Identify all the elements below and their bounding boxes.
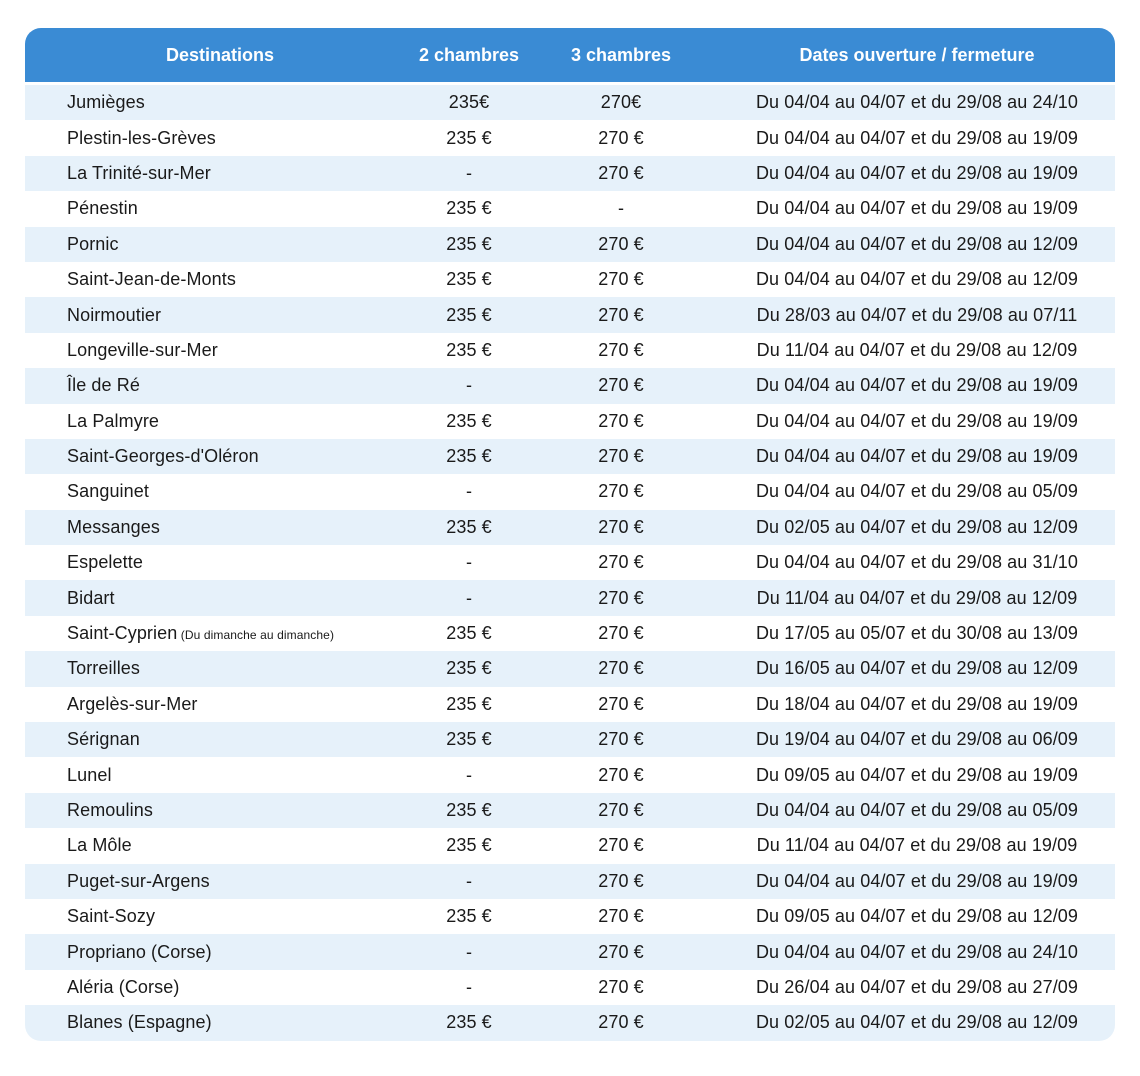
table-row	[25, 297, 1115, 332]
table-row	[25, 687, 1115, 722]
table-row	[25, 227, 1115, 262]
dates-cell: Du 26/04 au 04/07 et du 29/08 au 27/09	[755, 976, 1079, 997]
destination-cell	[25, 269, 415, 290]
three-rooms-price: 270 €	[598, 976, 644, 997]
destination-name: Saint-Cyprien	[67, 623, 178, 644]
destination-cell	[25, 871, 415, 892]
three-rooms-price: -	[617, 198, 625, 219]
three-rooms-price: 270 €	[598, 446, 644, 467]
dates-cell: Du 04/04 au 04/07 et du 29/08 au 12/09	[755, 233, 1079, 254]
three-rooms-price: 270 €	[598, 481, 644, 502]
destination-cell	[25, 800, 415, 821]
destination-name: Messanges	[67, 516, 160, 537]
destination-cell	[25, 234, 415, 255]
destinations-table	[25, 28, 1115, 1041]
dates-cell: Du 09/05 au 04/07 et du 29/08 au 12/09	[755, 906, 1079, 927]
table-body	[25, 82, 1115, 1041]
two-rooms-price: 235 €	[446, 800, 492, 820]
dates-cell: Du 04/04 au 04/07 et du 29/08 au 12/09	[755, 269, 1079, 290]
destination-note: (Du dimanche au dimanche)	[177, 628, 335, 643]
two-rooms-price: 235 €	[446, 906, 492, 927]
three-rooms-price: 270 €	[598, 516, 644, 537]
destination-cell	[25, 977, 415, 998]
table-row	[25, 793, 1115, 828]
dates-cell: Du 04/04 au 04/07 et du 29/08 au 24/10	[755, 941, 1079, 962]
destination-cell	[25, 835, 415, 856]
destination-cell	[25, 446, 415, 467]
destination-name: Sanguinet	[67, 481, 149, 502]
destination-cell	[25, 658, 415, 679]
destination-name: Blanes (Espagne)	[67, 1012, 212, 1033]
destination-name: Longeville-sur-Mer	[67, 339, 218, 360]
table-row	[25, 934, 1115, 969]
table-row	[25, 616, 1115, 651]
destination-cell	[25, 694, 415, 715]
destination-name: Pénestin	[67, 198, 138, 219]
table-row	[25, 828, 1115, 863]
header-two-rooms: 2 chambres	[418, 44, 520, 65]
two-rooms-price: -	[465, 764, 473, 785]
dates-cell: Du 04/04 au 04/07 et du 29/08 au 19/09	[755, 870, 1079, 891]
table-row	[25, 404, 1115, 439]
two-rooms-price: -	[465, 375, 473, 396]
two-rooms-price: 235 €	[446, 233, 492, 254]
table-row	[25, 970, 1115, 1005]
three-rooms-price: 270 €	[598, 906, 644, 927]
destination-name: La Môle	[67, 835, 132, 856]
two-rooms-price: -	[465, 552, 473, 573]
three-rooms-price: 270 €	[598, 587, 644, 608]
two-rooms-price: 235 €	[446, 516, 492, 537]
destination-name: Bidart	[67, 587, 115, 608]
dates-cell: Du 04/04 au 04/07 et du 29/08 au 19/09	[755, 446, 1079, 467]
three-rooms-price: 270 €	[598, 693, 644, 714]
dates-cell: Du 19/04 au 04/07 et du 29/08 au 06/09	[755, 729, 1079, 750]
destination-cell	[25, 198, 415, 219]
table-row	[25, 545, 1115, 580]
table-row	[25, 191, 1115, 226]
table-row	[25, 864, 1115, 899]
dates-cell: Du 11/04 au 04/07 et du 29/08 au 19/09	[756, 835, 1078, 856]
destination-cell	[25, 942, 415, 963]
destination-name: Jumièges	[67, 92, 145, 113]
destination-cell	[25, 305, 415, 326]
destination-cell	[25, 163, 415, 184]
destination-cell	[25, 906, 415, 927]
table-row	[25, 722, 1115, 757]
three-rooms-price: 270 €	[598, 127, 644, 148]
table-row	[25, 1005, 1115, 1040]
three-rooms-price: 270 €	[598, 870, 644, 891]
dates-cell: Du 18/04 au 04/07 et du 29/08 au 19/09	[755, 693, 1079, 714]
two-rooms-price: 235 €	[446, 446, 492, 467]
dates-cell: Du 04/04 au 04/07 et du 29/08 au 19/09	[755, 410, 1079, 431]
two-rooms-price: 235 €	[446, 304, 492, 325]
destination-name: Lunel	[67, 764, 112, 785]
destination-name: Argelès-sur-Mer	[67, 693, 198, 714]
dates-cell: Du 09/05 au 04/07 et du 29/08 au 19/09	[755, 764, 1079, 785]
table-row	[25, 85, 1115, 120]
table-row	[25, 333, 1115, 368]
destination-name: Saint-Sozy	[67, 906, 156, 927]
two-rooms-price: 235 €	[446, 658, 492, 679]
destination-name: La Palmyre	[67, 410, 160, 431]
dates-cell: Du 17/05 au 05/07 et du 30/08 au 13/09	[755, 623, 1079, 644]
two-rooms-price: 235 €	[446, 623, 492, 644]
destination-name: Plestin-les-Grèves	[67, 127, 216, 148]
table-row	[25, 757, 1115, 792]
two-rooms-price: 235 €	[446, 127, 492, 148]
destination-name: Île de Ré	[67, 375, 140, 396]
two-rooms-price: 235€	[448, 92, 490, 113]
three-rooms-price: 270 €	[598, 729, 644, 750]
destination-name: Remoulins	[67, 800, 153, 820]
three-rooms-price: 270 €	[598, 1012, 644, 1033]
two-rooms-price: 235 €	[446, 198, 492, 219]
two-rooms-price: 235 €	[446, 269, 492, 290]
header-destinations: Destinations	[165, 44, 275, 65]
three-rooms-price: 270 €	[598, 375, 644, 396]
two-rooms-price: 235 €	[446, 339, 492, 360]
dates-cell: Du 04/04 au 04/07 et du 29/08 au 31/10	[755, 552, 1079, 573]
destination-cell	[25, 340, 415, 361]
two-rooms-price: -	[465, 870, 473, 891]
destination-cell	[25, 375, 415, 396]
three-rooms-price: 270 €	[598, 233, 644, 254]
dates-cell: Du 11/04 au 04/07 et du 29/08 au 12/09	[756, 339, 1078, 360]
two-rooms-price: -	[465, 976, 473, 997]
destination-cell	[25, 481, 415, 502]
table-row	[25, 120, 1115, 155]
two-rooms-price: 235 €	[446, 729, 492, 750]
destination-name: Aléria (Corse)	[67, 976, 180, 997]
dates-cell: Du 02/05 au 04/07 et du 29/08 au 12/09	[755, 1012, 1079, 1033]
destination-cell	[25, 517, 415, 538]
two-rooms-price: 235 €	[446, 693, 492, 714]
table-row	[25, 156, 1115, 191]
dates-cell: Du 11/04 au 04/07 et du 29/08 au 12/09	[756, 587, 1078, 608]
two-rooms-price: 235 €	[446, 1012, 492, 1033]
table-row	[25, 510, 1115, 545]
dates-cell: Du 02/05 au 04/07 et du 29/08 au 12/09	[755, 516, 1079, 537]
destination-name: Puget-sur-Argens	[67, 870, 210, 891]
destination-name: Espelette	[67, 552, 143, 573]
three-rooms-price: 270 €	[598, 269, 644, 290]
table-row	[25, 439, 1115, 474]
dates-cell: Du 04/04 au 04/07 et du 29/08 au 19/09	[755, 375, 1079, 396]
three-rooms-price: 270 €	[598, 623, 644, 644]
three-rooms-price: 270 €	[598, 304, 644, 325]
three-rooms-price: 270 €	[598, 339, 644, 360]
three-rooms-price: 270 €	[598, 162, 644, 183]
dates-cell: Du 28/03 au 04/07 et du 29/08 au 07/11	[756, 304, 1078, 325]
destination-cell	[25, 92, 415, 113]
dates-cell: Du 04/04 au 04/07 et du 29/08 au 19/09	[755, 198, 1079, 219]
two-rooms-price: -	[465, 941, 473, 962]
destination-cell	[25, 411, 415, 432]
destination-cell	[25, 765, 415, 786]
three-rooms-price: 270 €	[598, 835, 644, 856]
destination-name: Torreilles	[67, 658, 141, 679]
two-rooms-price: 235 €	[446, 410, 492, 431]
destination-name: Pornic	[67, 233, 119, 254]
table-row	[25, 368, 1115, 403]
dates-cell: Du 04/04 au 04/07 et du 29/08 au 05/09	[755, 481, 1079, 502]
three-rooms-price: 270 €	[598, 552, 644, 573]
three-rooms-price: 270 €	[598, 658, 644, 679]
three-rooms-price: 270 €	[598, 941, 644, 962]
three-rooms-price: 270€	[600, 92, 642, 113]
destination-name: Propriano (Corse)	[67, 941, 212, 962]
three-rooms-price: 270 €	[598, 410, 644, 431]
dates-cell: Du 04/04 au 04/07 et du 29/08 au 19/09	[755, 162, 1079, 183]
table-row	[25, 580, 1115, 615]
destination-cell	[25, 128, 415, 149]
table-row	[25, 651, 1115, 686]
destination-cell	[25, 729, 415, 750]
table-header	[25, 28, 1115, 82]
destination-name: Sérignan	[67, 729, 140, 750]
destination-cell	[25, 1012, 415, 1033]
dates-cell: Du 04/04 au 04/07 et du 29/08 au 05/09	[755, 800, 1079, 820]
dates-cell: Du 04/04 au 04/07 et du 29/08 au 19/09	[755, 127, 1079, 148]
table-row	[25, 899, 1115, 934]
dates-cell: Du 04/04 au 04/07 et du 29/08 au 24/10	[755, 92, 1079, 113]
destination-cell	[25, 552, 415, 573]
two-rooms-price: -	[465, 481, 473, 502]
table-row	[25, 262, 1115, 297]
header-dates: Dates ouverture / fermeture	[799, 44, 1035, 65]
three-rooms-price: 270 €	[598, 764, 644, 785]
destination-name: Saint-Georges-d'Oléron	[67, 446, 259, 467]
destination-cell	[25, 623, 415, 644]
dates-cell: Du 16/05 au 04/07 et du 29/08 au 12/09	[755, 658, 1079, 679]
two-rooms-price: 235 €	[446, 835, 492, 856]
destination-name: Saint-Jean-de-Monts	[67, 269, 236, 290]
two-rooms-price: -	[465, 587, 473, 608]
destination-name: La Trinité-sur-Mer	[67, 162, 211, 183]
three-rooms-price: 270 €	[598, 800, 644, 820]
table-row	[25, 474, 1115, 509]
destination-name: Noirmoutier	[67, 304, 162, 325]
destination-cell	[25, 588, 415, 609]
two-rooms-price: -	[465, 162, 473, 183]
header-three-rooms: 3 chambres	[570, 44, 672, 65]
